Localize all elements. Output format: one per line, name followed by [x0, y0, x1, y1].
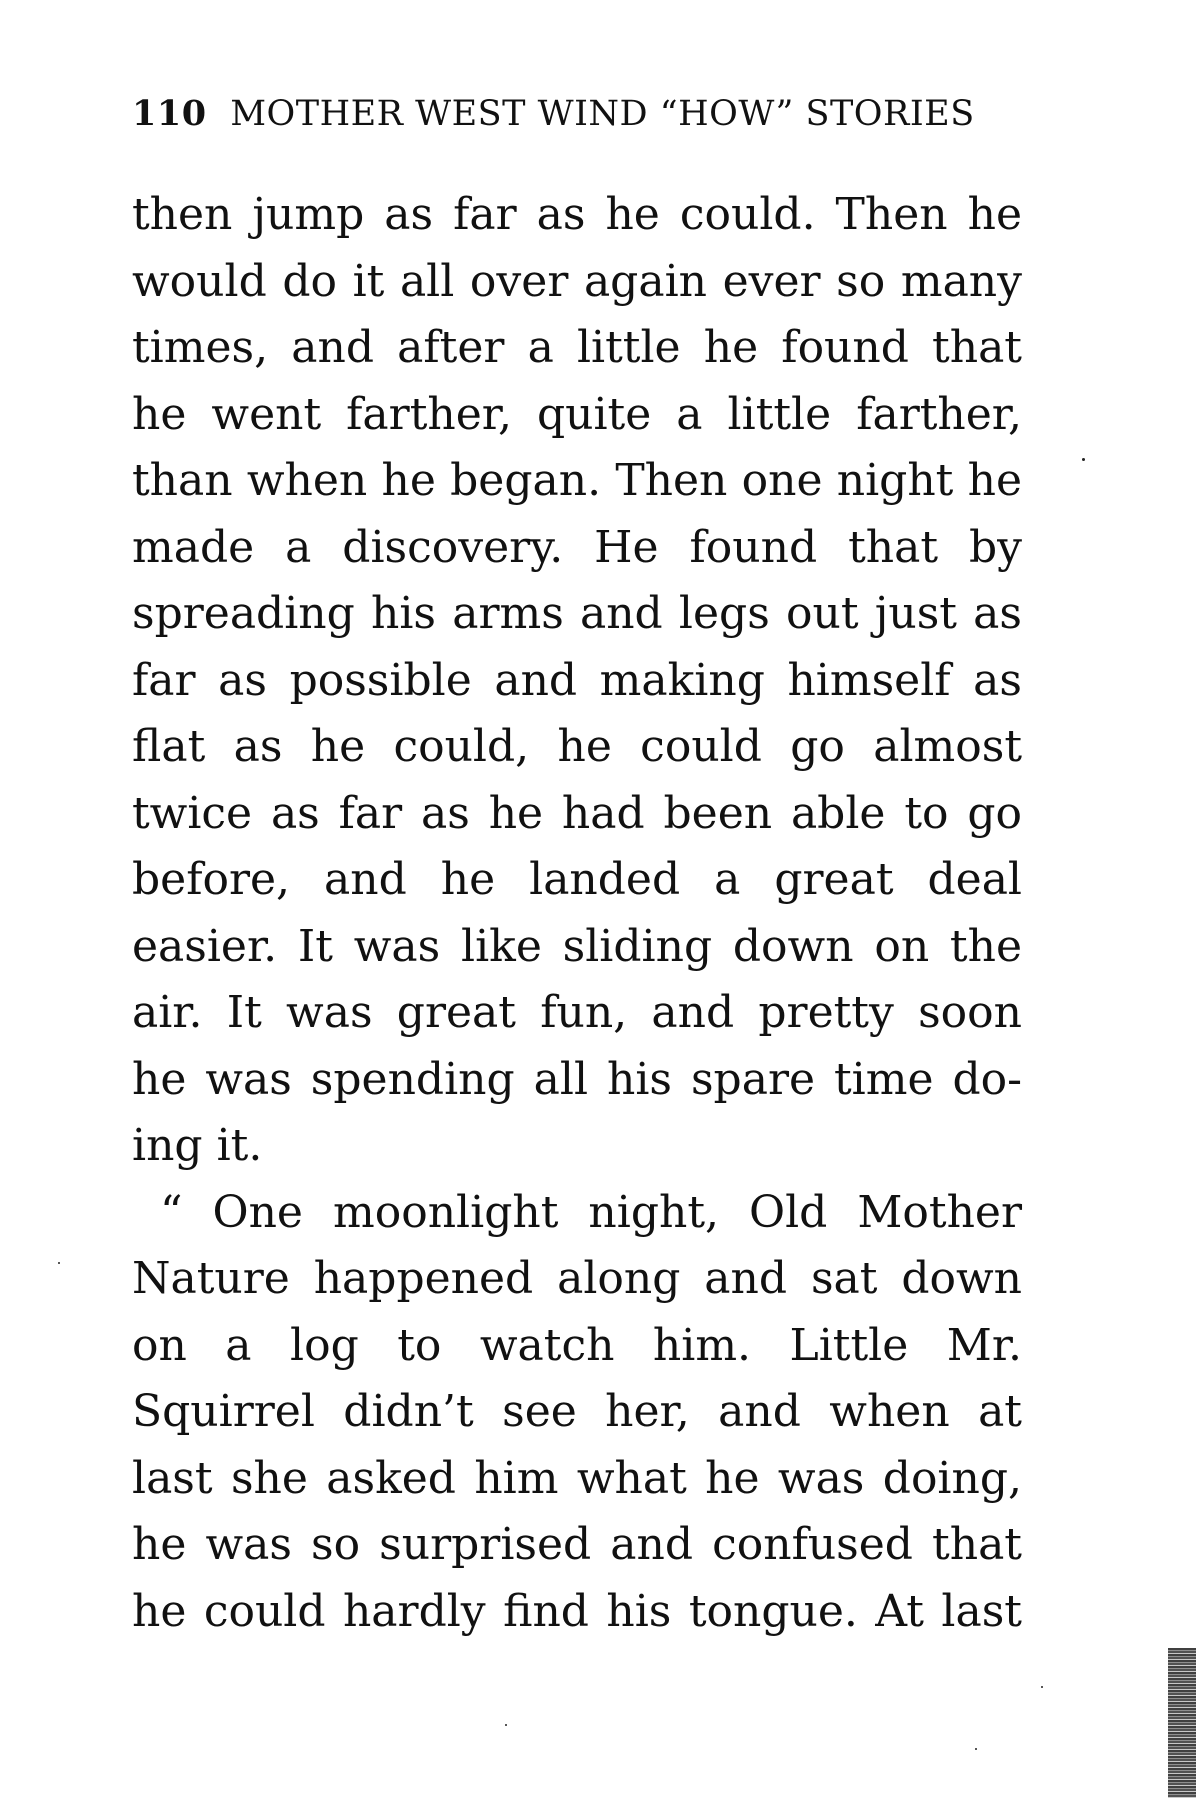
- text-line: Squirrel didn’t see her, and when at: [132, 1386, 1022, 1437]
- text-line: he went farther, quite a little farther,: [132, 388, 1022, 440]
- scan-speck: [975, 1748, 977, 1750]
- running-title: MOTHER WEST WIND “HOW” STORIES: [230, 94, 975, 134]
- text-line: then jump as far as he could. Then he: [132, 189, 1022, 240]
- text-line: he was so surprised and confused that: [132, 1519, 1022, 1570]
- text-line: last she asked him what he was doing,: [132, 1452, 1022, 1504]
- text-line: flat as he could, he could go almost: [132, 721, 1022, 772]
- scan-speck: [1082, 458, 1085, 461]
- text-line: easier. It was like sliding down on the: [132, 920, 1022, 972]
- scan-speck: [505, 1724, 507, 1726]
- text-line: before, and he landed a great deal: [132, 854, 1022, 905]
- text-line: than when he began. Then one night he: [132, 455, 1022, 506]
- page-number: 110: [132, 93, 207, 134]
- text-line: times, and after a little he found that: [132, 322, 1022, 373]
- scan-edge-mark: [1168, 1648, 1196, 1798]
- text-line: “ One moonlight night, Old Mother: [160, 1186, 1022, 1238]
- text-line: he was spending all his spare time do-: [132, 1053, 1022, 1105]
- text-line: would do it all over again ever so many: [132, 255, 1022, 307]
- text-line: he could hardly find his tongue. At last: [132, 1585, 1022, 1637]
- text-line: made a discovery. He found that by: [132, 521, 1022, 573]
- text-line: ing it.: [132, 1120, 263, 1171]
- text-line: far as possible and making himself as: [132, 654, 1022, 706]
- text-line: Nature happened along and sat down: [132, 1253, 1022, 1304]
- running-header: [132, 86, 1032, 142]
- text-line: twice as far as he had been able to go: [132, 787, 1022, 839]
- text-line: spreading his arms and legs out just as: [132, 588, 1022, 639]
- scan-speck: [1041, 1686, 1043, 1688]
- scan-speck: [58, 1262, 60, 1264]
- text-line: air. It was great fun, and pretty soon: [132, 987, 1022, 1038]
- text-line: on a log to watch him. Little Mr.: [132, 1319, 1022, 1371]
- body-text: [132, 182, 1022, 1645]
